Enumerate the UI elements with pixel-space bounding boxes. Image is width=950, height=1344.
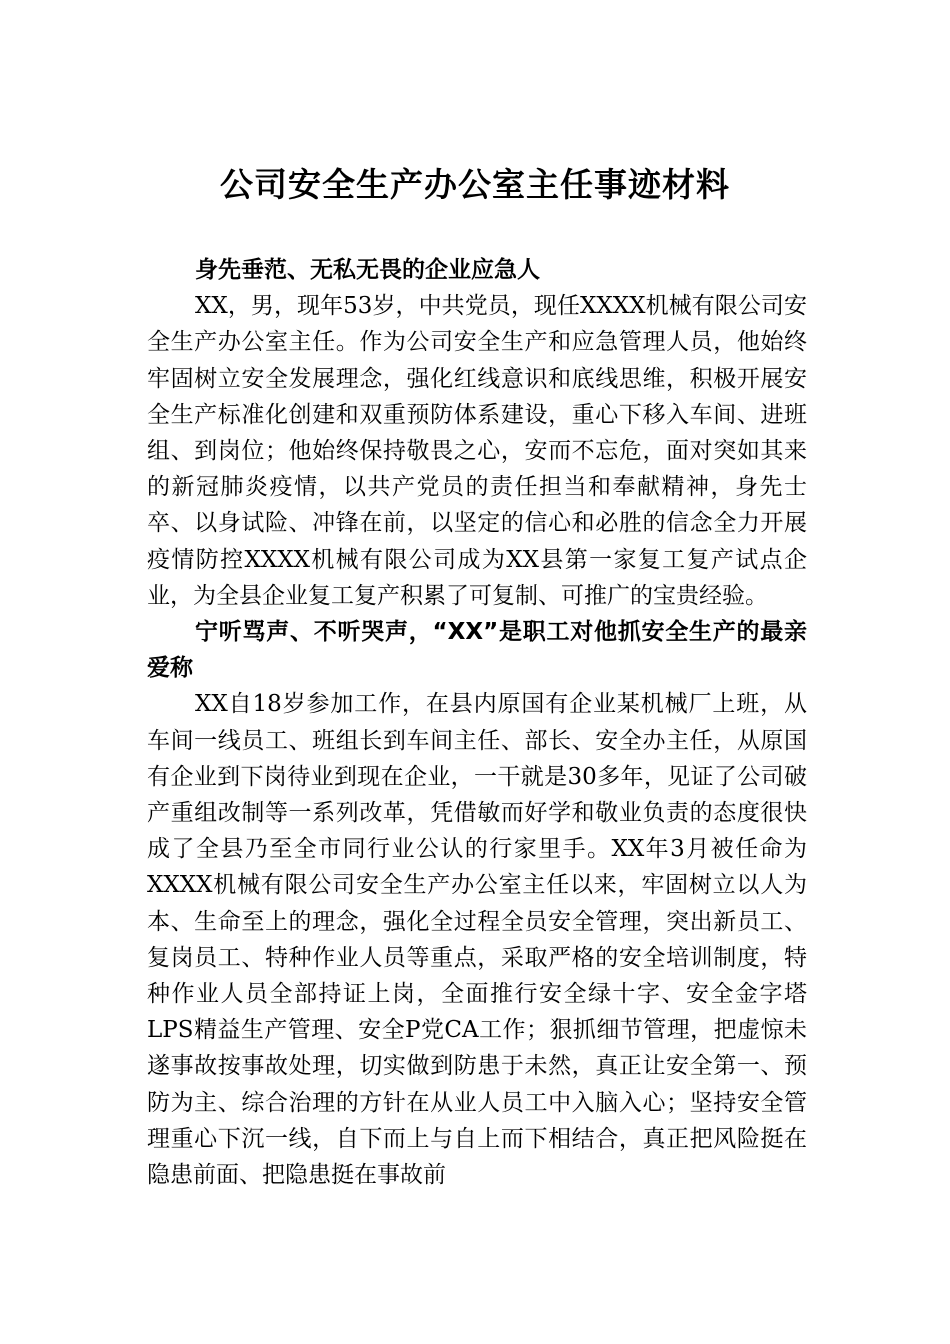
section-paragraph: XX，男，现年53岁，中共党员，现任XXXX机械有限公司安全生产办公室主任。作为公司安全生产和应急管理人员，他始终牢固树立安全发展理念，强化红线意识和底线思维，积极开展安全生产标准化创建和双重预防体系建设，重心下移入车间、进班组、到岗位；他始终保持敬畏之心，安而不忘危，面对突如其来的新冠肺炎疫情，以共产党员的责任担当和奉献精神，身先士卒、以身试险、冲锋在前，以坚定的信心和必胜的信念全力开展疫情防控XXXX机械有限公司成为XX县第一家复工复产试点企业，为全县企业复工复产积累了可复制、可推广的宝贵经验。 xyxy=(147,293,807,609)
document-title: 公司安全生产办公室主任事迹材料 xyxy=(220,165,730,204)
document-body xyxy=(147,252,807,1193)
section-heading: 宁听骂声、不听哭声，“XX”是职工对他抓安全生产的最亲爱称 xyxy=(147,619,807,682)
section-heading: 身先垂范、无私无畏的企业应急人 xyxy=(195,257,540,283)
section-paragraph: XX自18岁参加工作，在县内原国有企业某机械厂上班，从车间一线员工、班组长到车间主任、部长、安全办主任，从原国有企业到下岗待业到现在企业，一干就是30多年，见证了公司破产重组改制等一系列改革，凭借敏而好学和敬业负责的态度很快成了全县乃至全市同行业公认的行家里手。XX年3月被任命为XXXX机械有限公司安全生产办公室主任以来，牢固树立以人为本、生命至上的理念，强化全过程全员安全管理，突出新员工、复岗员工、特种作业人员等重点，采取严格的安全培训制度，特种作业人员全部持证上岗，全面推行安全绿十字、安全金字塔LPS精益生产管理、安全P党CA工作；狠抓细节管理，把虚惊未遂事故按事故处理，切实做到防患于未然，真正让安全第一、预防为主、综合治理的方针在从业人员工中入脑入心；坚持安全管理重心下沉一线，自下而上与自上而下相结合，真正把风险挺在隐患前面、把隐患挺在事故前 xyxy=(147,691,807,1189)
